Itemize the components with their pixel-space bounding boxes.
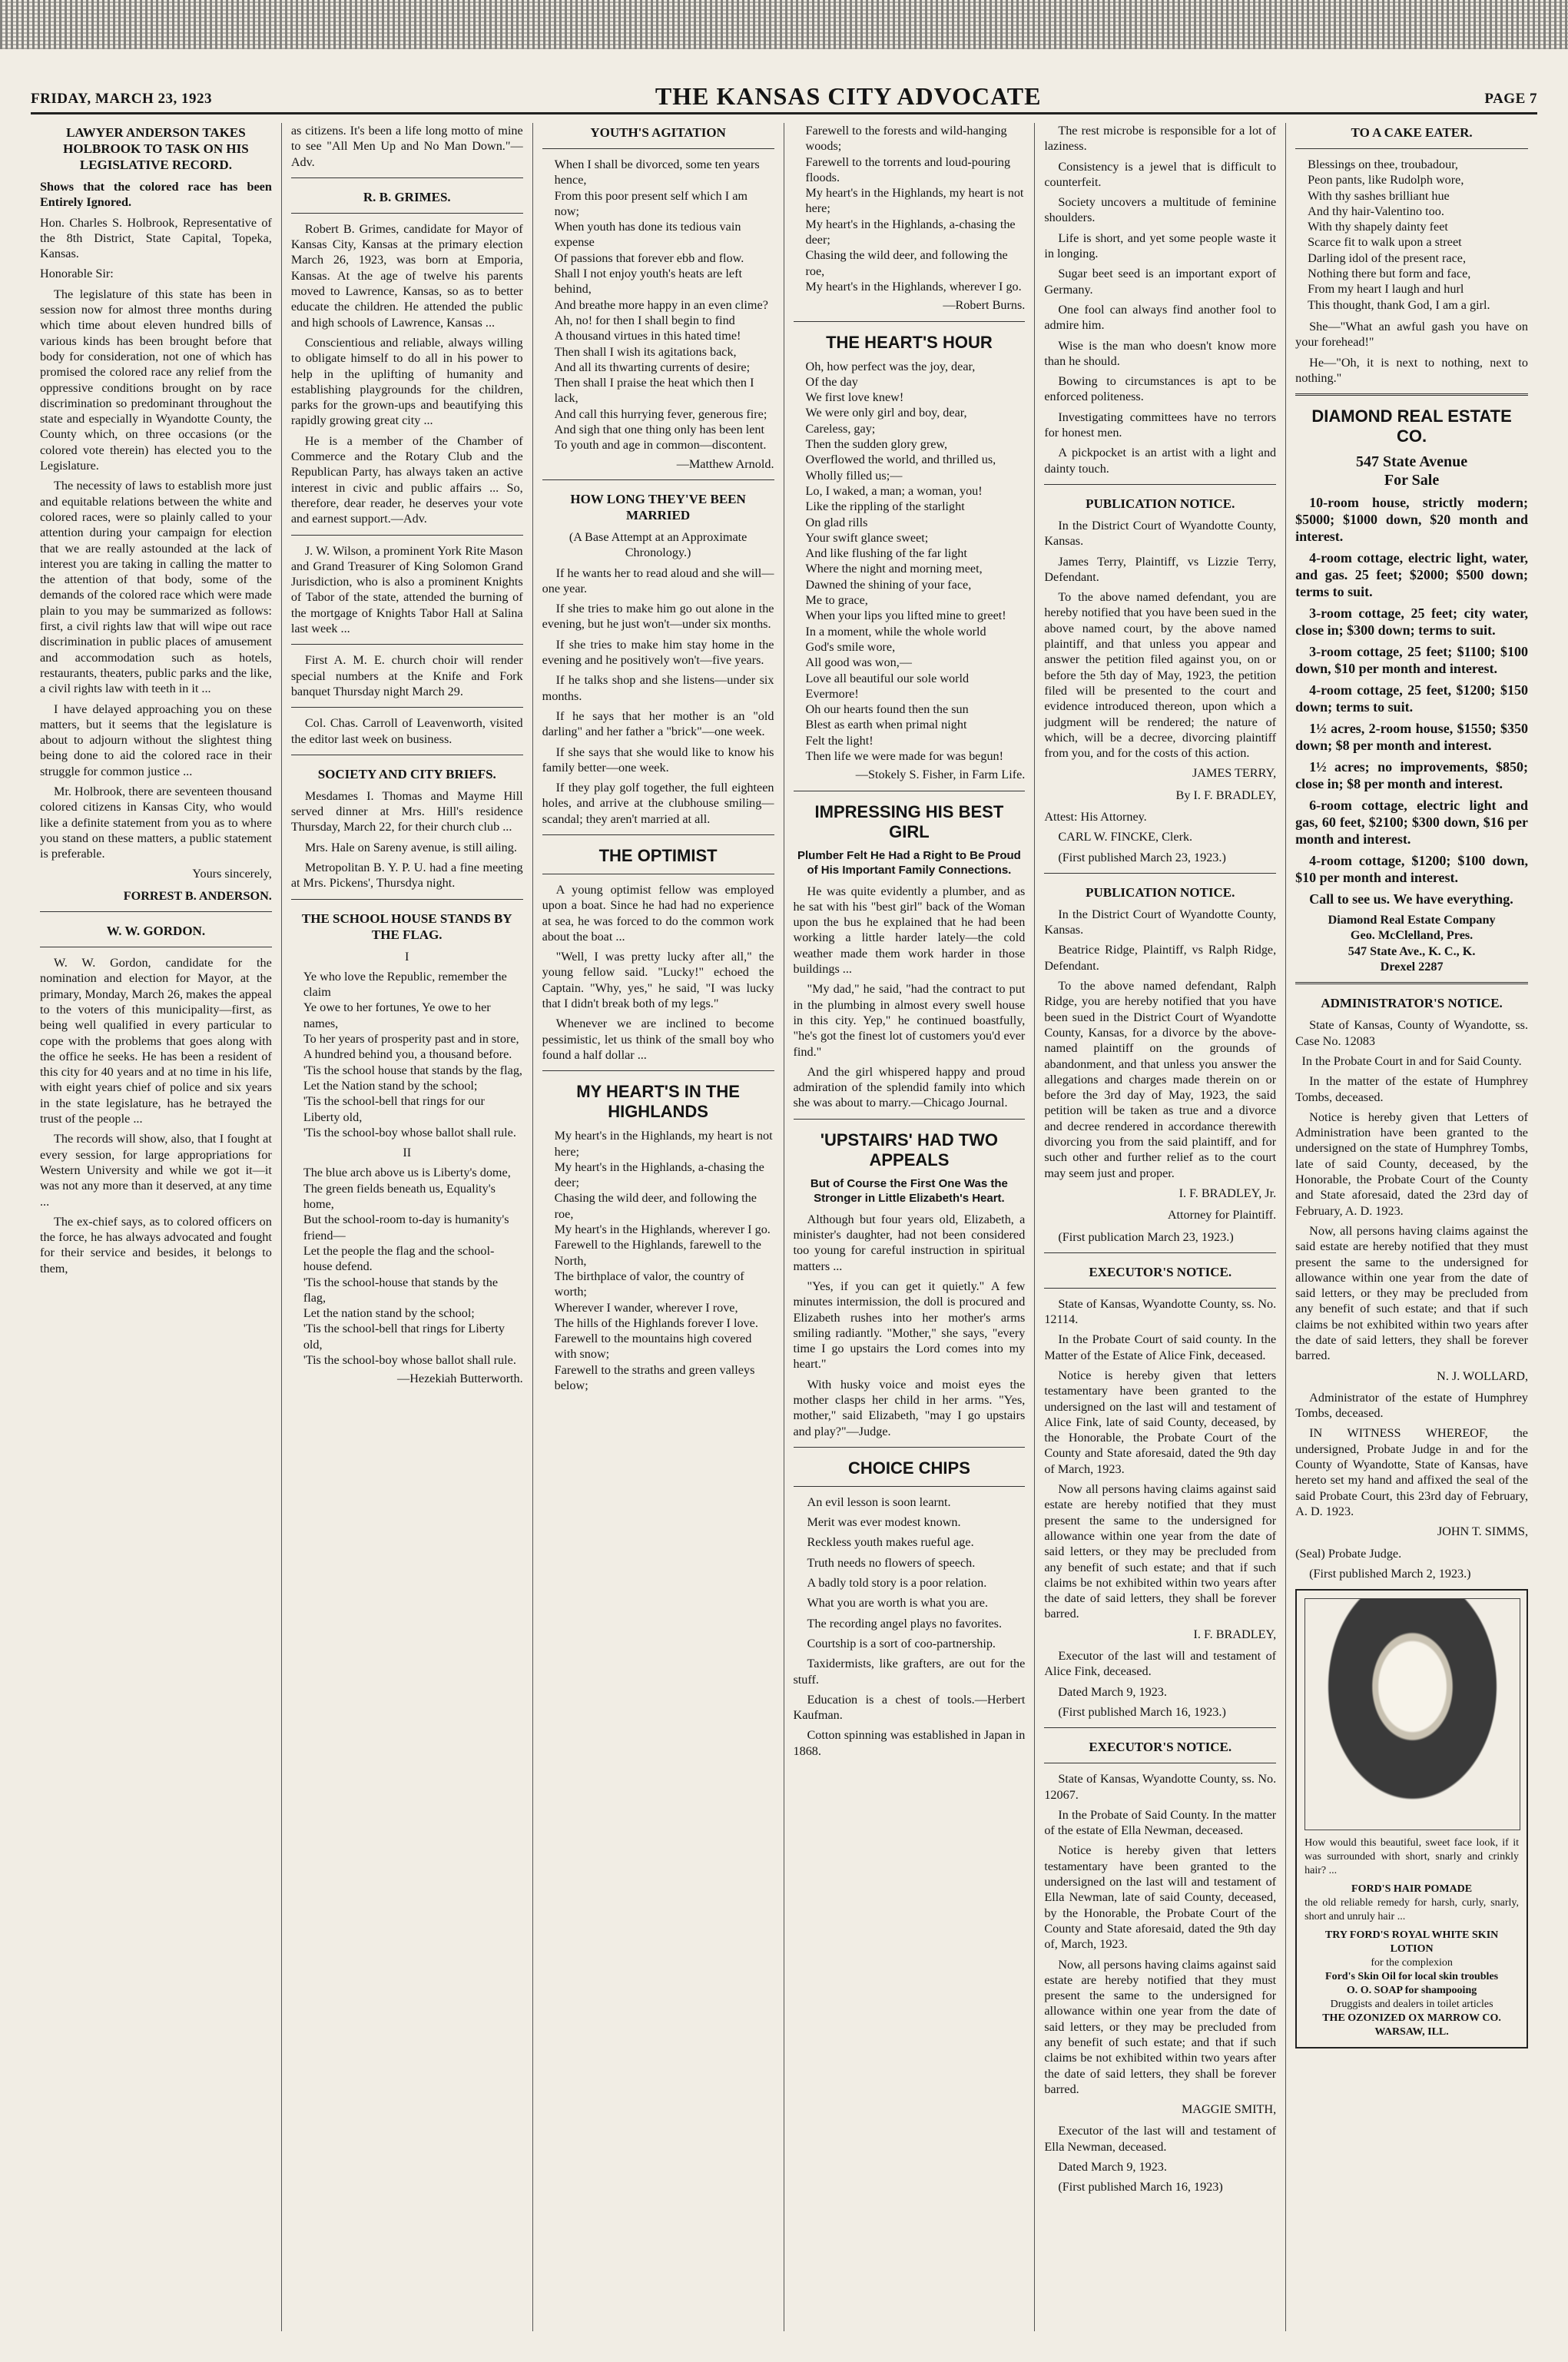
text-line: Cotton spinning was established in Japan in 1868. [793, 1728, 1026, 1758]
text-line: And like flushing of the far light [805, 546, 967, 561]
text-line: We first love knew! [805, 390, 904, 405]
diamond-address: 547 State Avenue [1355, 453, 1468, 471]
text-line: Of passions that forever ebb and flow. [554, 250, 744, 265]
text-line: Society uncovers a multitude of feminine shoulders. [1044, 195, 1277, 225]
text-line: A pickpocket is an artist with a light and dainty touch. [1044, 446, 1277, 476]
text-line: Then life we were made for was begun! [805, 748, 1004, 763]
text-line: The birthplace of valor, the country of worth; [554, 1269, 744, 1299]
notice-text: IN WITNESS WHEREOF, the undersigned, Probate Judge in and for the County of Wyandotte, State of Kansas, have hereto set my hand and affixed the seal of the said Probate Court, this 23rd day of February, A. D. 1923. [1295, 1426, 1528, 1518]
text-line: 3-room cottage, 25 feet; city water, close in; $300 down; terms to suit. [1295, 605, 1528, 639]
highlands-author: —Robert Burns. [943, 298, 1026, 313]
upstairs-paragraph: "Yes, if you can get it quietly." A few minutes intermission, the doll is procured and Elizabeth rushes into her mother's arms smiling radiantly. "Mother," she says, "every time I go upstairs the Lord comes into my heart." [793, 1279, 1026, 1372]
text-line: Ah, no! for then I shall begin to find [554, 313, 735, 327]
text-line: With thy shapely dainty feet [1308, 220, 1448, 234]
text-line: And sigh that one thing only has been lent [554, 423, 765, 437]
columns [31, 123, 1537, 2331]
text-line: Wholly filled us;— [805, 468, 903, 483]
text-line: If she says that she would like to know his family better—one week. [542, 745, 774, 775]
text-line: Consistency is a jewel that is difficult to counterfeit. [1044, 159, 1277, 189]
notice-text: Notice is hereby given that letters testamentary have been granted to the undersigned on the last will and testament of Ella Newman, late of said County, deceased, by the Honorable, the Probate Court of the County and State aforesaid, dated the 9th day of, March, 1923. [1044, 1843, 1277, 1952]
column-6 [1286, 123, 1537, 2331]
text-line: Life is short, and yet some people waste it in longing. [1044, 231, 1277, 261]
ad-text: How would this beautiful, sweet face look, if it was surrounded with short, snarly and crinkly hair? ... [1304, 1837, 1519, 1877]
ad-brand: FORD'S HAIR POMADE [1351, 1883, 1473, 1896]
divider [291, 177, 523, 178]
text-line: Taxidermists, like grafters, are out for the stuff. [793, 1657, 1026, 1687]
text-line: 6-room cottage, electric light and gas, 60 feet, $2100; $300 down, $16 per month and interest. [1295, 798, 1528, 848]
page-number: PAGE 7 [1484, 91, 1537, 107]
text-line: If she tries to make him go out alone in the evening, but he just won't—under six months. [542, 602, 774, 632]
text-line: This thought, thank God, I am a girl. [1308, 297, 1490, 312]
grimes-headline: R. B. GRIMES. [363, 189, 451, 204]
diamond-phone: Drexel 2287 [1380, 960, 1444, 974]
highlands-headline: MY HEART'S IN THE HIGHLANDS [576, 1082, 740, 1122]
text-line: Truth needs no flowers of speech. [807, 1555, 976, 1570]
divider [1295, 148, 1528, 149]
text-line: Courtship is a sort of coo-partnership. [807, 1636, 996, 1650]
notice-role: Administrator of the estate of Humphrey Tombs, deceased. [1295, 1390, 1528, 1421]
divider [1044, 1252, 1276, 1253]
notice-dated: Dated March 9, 1923. [1058, 2160, 1167, 2175]
text-line: But the school-room to-day is humanity's friend— [303, 1213, 509, 1242]
text-line: To her years of prosperity past and in store, [303, 1032, 519, 1047]
text-line: If he wants her to read aloud and she will—one year. [542, 566, 774, 595]
text-line: Chasing the wild deer, and following the roe, [554, 1191, 757, 1221]
notice-text: Now, all persons having claims against said estate are hereby notified that they must present the same to the undersigned for allowance within one year from the date of said letters, or they may be precluded from any benefit of such estate; and that if such claims be not exhibited within two years after the date of said letters, they shall be forever barred. [1044, 1957, 1277, 2096]
column-4 [784, 123, 1036, 2331]
society-paragraph: Mesdames I. Thomas and Mayme Hill served dinner at Mrs. Hill's residence Thursday, March 22, for their church club ... [290, 788, 523, 834]
text-line: 'Tis the school-bell that rings for Liberty old, [303, 1322, 506, 1352]
text-line: 3-room cottage, 25 feet; $1100; $100 down, $10 per month and interest. [1295, 644, 1528, 677]
anderson-salutation: Honorable Sir: [40, 267, 114, 281]
notice-text: To the above named defendant, you are hereby notified that you have been sued in the above named court, by the above named plaintiff, and that unless you appear and answer the petition filed against you, on or before the 5th day of May, 1923, the petition filed will be presented to the court and evidence introduced thereon, upon which a judgment will be rendered; the nature of which, will be a decree, divorcing plaintiff from you, and for the costs of this action. [1044, 590, 1277, 761]
epigram-list [1044, 123, 1276, 476]
joke-line: She—"What an awful gash you have on your forehead!" [1295, 319, 1528, 350]
ad-footer: THE OZONIZED OX MARROW CO. WARSAW, ILL. [1322, 2012, 1501, 2039]
notice-text: Notice is hereby given that letters testamentary have been granted to the undersigned on the last will and testament of Alice Fink, late of said County, deceased, by the Honorable, the Probate Court of the County and State aforesaid, dated the 9th day of March, 1923. [1044, 1368, 1277, 1476]
text-line: Then shall I praise the heat which then I lack, [554, 376, 754, 406]
society-headline: SOCIETY AND CITY BRIEFS. [317, 766, 496, 781]
hearts-hour-author: —Stokely S. Fisher, in Farm Life. [855, 768, 1026, 782]
notice-first-published: (First published March 16, 1923.) [1058, 1704, 1226, 1719]
notice-text: Notice is hereby given that Letters of Administration have been granted to the undersigned on the state of Humphrey Tombs, late of said County, deceased, by the Honorable, the Probate Court of the County and State aforesaid, dated the 23rd day of February, A. D. 1923. [1295, 1110, 1528, 1218]
divider [1044, 1727, 1276, 1728]
married-subhead: (A Base Attempt at an Approximate Chronology.) [569, 529, 748, 560]
schoolhouse-headline: THE SCHOOL HOUSE STANDS BY THE FLAG. [301, 911, 512, 942]
ad-text: for the complexion [1371, 1957, 1453, 1969]
text-line: The hills of the Highlands forever I love. [554, 1315, 758, 1330]
divider [794, 321, 1026, 322]
text-line: Me to grace, [805, 593, 868, 608]
hearts-hour-headline: THE HEART'S HOUR [826, 332, 993, 352]
divider [794, 1447, 1026, 1448]
notice-text: To the above named defendant, Ralph Ridge, you are hereby notified that you have been sued in the District Court of Wyandotte County, Kansas, for a divorce by the above-named plaintiff on the grounds of abandonment, and that unless you answer the allegations and charges made therein on or before the 3rd day of May, 1923, the said petition will be taken as true and a divorce and decree rendered in accordance therewith divorcing you from the said plaintiff, and for such other and further relief as to the court may seem just and proper. [1044, 979, 1277, 1180]
anderson-headline: LAWYER ANDERSON TAKES HOLBROOK TO TASK ON HIS LEGISLATIVE RECORD. [63, 125, 249, 172]
anderson-address: Hon. Charles S. Holbrook, Representative of the 8th District, State Capital, Topeka, Kansas. [40, 215, 272, 261]
text-line: And thy hair-Valentino too. [1308, 204, 1444, 218]
text-line: When youth has done its tedious vain expense [554, 220, 741, 250]
text-line: Felt the light! [805, 733, 874, 748]
column-5 [1035, 123, 1286, 2331]
text-line: Oh our hearts found then the sun [805, 702, 969, 717]
upstairs-paragraph: With husky voice and moist eyes the mother clasps her child in her arms. "Yes, mother," said Elizabeth, "may I go upstairs and play?"—Judge. [793, 1377, 1026, 1438]
gordon-paragraph: W. W. Gordon, candidate for the nomination and election for Mayor, at the primary, Monday, March 26, makes the appeal to the voters of this municipality—first, as being well qualified in every particular to cope with the problems that goes along with the office he seeks. He has been a resident of this city for 40 years and at no time in his life, with eight years chief of police and six years in the state legislature, has he betrayed the trust of the people ... [40, 956, 272, 1126]
text-line: To youth and age in common—discontent. [554, 438, 767, 453]
text-line: 4-room cottage, $1200; $100 down, $10 per month and interest. [1295, 853, 1528, 886]
text-line: My heart's in the Highlands, wherever I go. [805, 279, 1022, 294]
anderson-paragraph: Mr. Holbrook, there are seventeen thousand colored citizens in Kansas City, who would like a definite statement from you as to where you stand on these matters, a public statement is preferable. [40, 784, 272, 861]
divider [542, 148, 774, 149]
divider [542, 479, 774, 480]
text-line: Peon pants, like Rudolph wore, [1308, 173, 1464, 187]
text-line: Investigating committees have no terrors for honest men. [1044, 410, 1277, 440]
text-line: Farewell to the mountains high covered with snow; [554, 1332, 752, 1362]
masthead [31, 81, 1537, 114]
text-line: Farewell to the Highlands, farewell to the North, [554, 1238, 761, 1268]
text-line: The recording angel plays no favorites. [807, 1616, 1003, 1631]
joke-line: He—"Oh, it is next to nothing, next to nothing." [1295, 355, 1528, 385]
text-line: In a moment, while the whole world [805, 624, 986, 639]
notice-signature: N. J. WOLLARD, [1437, 1368, 1528, 1383]
text-line: Farewell to the torrents and loud-pouring floods. [805, 154, 1011, 184]
text-line: My heart's in the Highlands, my heart is not here; [554, 1129, 773, 1159]
anderson-subhead: Shows that the colored race has been Entirely Ignored. [40, 180, 272, 210]
text-line: The rest microbe is responsible for a lot of laziness. [1044, 124, 1277, 154]
column-2 [282, 123, 533, 2331]
plumber-paragraph: He was quite evidently a plumber, and as he sat with his "best girl" back of the Woman upon the bus he explained that he had been working a little harder lately—the cold weather made them work harder in those buildings ... [793, 884, 1026, 977]
text-line: Your swift glance sweet; [805, 530, 929, 545]
plumber-paragraph: And the girl whispered happy and proud admiration of the splendid family into which she was about to marry.—Chicago Journal. [793, 1064, 1026, 1110]
text-line: Ye who love the Republic, remember the claim [303, 969, 507, 1000]
cake-eater-headline: TO A CAKE EATER. [1351, 125, 1473, 140]
agitation-poem [542, 157, 774, 453]
text-line: The green fields beneath us, Equality's home, [303, 1181, 496, 1212]
text-line: 'Tis the school-bell that rings for our Liberty old, [303, 1094, 485, 1124]
optimist-paragraph: Whenever we are inclined to become pessimistic, let us think of the small boy who found a half dollar ... [542, 1017, 774, 1062]
diamond-call: Call to see us. We have everything. [1309, 891, 1513, 907]
text-line: Careless, gay; [805, 421, 876, 436]
ad-brand: TRY FORD'S ROYAL WHITE SKIN LOTION [1324, 1929, 1499, 1956]
text-line: Reckless youth makes rueful age. [807, 1535, 974, 1550]
society-paragraph: Mrs. Hale on Sareny avenue, is still ailing. [304, 840, 517, 854]
notice-text: In the Probate Court of said county. In the Matter of the Estate of Alice Fink, deceased. [1044, 1332, 1277, 1362]
text-line: If he says that her mother is an "old darling" and her father a "brick"—one week. [542, 708, 774, 739]
text-line: 'Tis the school-boy whose ballot shall rule. [303, 1125, 516, 1140]
notice-signature: By I. F. BRADLEY, [1175, 788, 1277, 802]
notice-text: In the District Court of Wyandotte County, Kansas. [1044, 907, 1277, 937]
text-line: Darling idol of the present race, [1308, 250, 1467, 265]
text-line: Then the sudden glory grew, [805, 437, 948, 452]
schoolhouse-author: —Hezekiah Butterworth. [397, 1372, 523, 1386]
anderson-signature: FORREST B. ANDERSON. [123, 888, 272, 903]
notice-signature: Attorney for Plaintiff. [1167, 1208, 1277, 1222]
publication-notice-2-headline: PUBLICATION NOTICE. [1086, 884, 1235, 900]
text-line: Love all beautiful our sole world [805, 671, 970, 685]
text-line: When I shall be divorced, some ten years hence, [554, 158, 760, 187]
notice-attest: Attest: His Attorney. [1044, 809, 1147, 824]
society-paragraph: Metropolitan B. Y. P. U. had a fine meeting at Mrs. Pickens', Thursdya night. [290, 860, 523, 891]
ad-brand: Ford's Skin Oil for local skin troubles [1325, 1971, 1499, 1983]
notice-signature: I. F. BRADLEY, [1193, 1627, 1277, 1641]
column-3 [533, 123, 784, 2331]
text-line: With thy sashes brilliant hue [1308, 188, 1450, 203]
text-line: Farewell to the straths and green valleys below; [554, 1362, 755, 1392]
notice-signature: I. F. BRADLEY, Jr. [1178, 1186, 1277, 1200]
divider [1044, 1288, 1276, 1289]
schoolhouse-stanza-1 [291, 969, 523, 1140]
text-line: From this poor present self which I am now; [554, 188, 748, 218]
text-line: Blessings on thee, troubadour, [1308, 158, 1458, 171]
ad-brand: O. O. SOAP for shampooing [1346, 1985, 1477, 1997]
text-line: If they play golf together, the full eighteen holes, and arrive at the clubhouse smiling—scandal; they aren't married at all. [542, 781, 774, 826]
text-line: All good was won,— [805, 655, 912, 670]
plumber-headline: IMPRESSING HIS BEST GIRL [814, 801, 1004, 841]
text-line: 1½ acres, 2-room house, $1550; $350 down; $8 per month and interest. [1295, 721, 1528, 754]
notice-text: In the District Court of Wyandotte County, Kansas. [1044, 518, 1277, 549]
text-line: Let the people the flag and the school-house defend. [303, 1243, 495, 1274]
upstairs-paragraph: Although but four years old, Elizabeth, a minister's daughter, had not been considered too young for careful instruction in spiritual matters ... [793, 1212, 1026, 1273]
diamond-for-sale: For Sale [1384, 472, 1440, 489]
divider [40, 911, 272, 912]
text-line: Like the rippling of the starlight [805, 499, 965, 514]
text-line: 4-room cottage, 25 feet, $1200; $150 down; terms to suit. [1295, 682, 1528, 715]
text-line: Sugar beet seed is an important export of Germany. [1044, 267, 1277, 297]
upstairs-subhead: But of Course the First One Was the Stronger in Little Elizabeth's Heart. [810, 1176, 1008, 1205]
text-line: Ye owe to her fortunes, Ye owe to her names, [303, 1000, 491, 1030]
text-line: And breathe more happy in an even clime? [554, 297, 768, 312]
column-1 [31, 123, 282, 2331]
woman-portrait-image [1304, 1598, 1520, 1830]
plumber-subhead: Plumber Felt He Had a Right to Be Proud of His Important Family Connections. [797, 848, 1021, 877]
diamond-headline: DIAMOND REAL ESTATE CO. [1311, 406, 1512, 446]
text-line: And all its thwarting currents of desire; [554, 360, 751, 374]
notice-dated: Dated March 9, 1923. [1058, 1684, 1167, 1699]
text-line: What you are worth is what you are. [807, 1596, 989, 1611]
notice-first-published: (First publication March 23, 1923.) [1058, 1229, 1234, 1244]
cake-eater-poem [1295, 157, 1528, 313]
text-line: Dawned the shining of your face, [805, 577, 972, 592]
ad-text: Druggists and dealers in toilet articles [1330, 1999, 1493, 2011]
gordon-continued: as citizens. It's been a life long motto of mine to see "All Men Up and No Man Down."—Adv. [290, 124, 523, 169]
divider [542, 834, 774, 835]
schoolhouse-stanza-2 [291, 1165, 523, 1368]
judge-signature: JOHN T. SIMMS, [1437, 1524, 1528, 1539]
notice-text: In the matter of the estate of Humphrey Tombs, deceased. [1295, 1074, 1528, 1104]
publication-notice-1-headline: PUBLICATION NOTICE. [1086, 496, 1235, 511]
issue-date: FRIDAY, MARCH 23, 1923 [31, 91, 213, 107]
executors-notice-2-headline: EXECUTOR'S NOTICE. [1089, 1740, 1232, 1755]
text-line: My heart's in the Highlands, a-chasing the deer; [554, 1159, 764, 1190]
anderson-paragraph: The necessity of laws to establish more just and equitable relations between the white and colored races, were so plainly called to your attention during your campaign for election that we are really astounded at the lack of interest you are taking in calling the matter to the attention of that body, some of the demands of the colored race which were made plain to you may be summarized as follows: first, a civil rights law that will wipe out race discrimination in public places of amusement and accommodation such as hotels, restaurants, theaters, public parks and the like, a civil rights law with teeth in it ... [40, 479, 272, 696]
text-line: My heart's in the Highlands, wherever I go. [554, 1222, 771, 1237]
text-line: An evil lesson is soon learnt. [807, 1494, 951, 1509]
divider [291, 707, 523, 708]
divider [1044, 484, 1276, 485]
administrators-notice-headline: ADMINISTRATOR'S NOTICE. [1321, 996, 1503, 1011]
diamond-company: Diamond Real Estate Company [1328, 913, 1496, 927]
text-line: From my heart I laugh and hurl [1308, 282, 1464, 297]
poem-part-number: I [405, 949, 409, 964]
notice-signature: MAGGIE SMITH, [1181, 2102, 1277, 2117]
text-line: On glad rills [805, 515, 868, 529]
text-line: Chasing the wild deer, and following the roe, [805, 248, 1008, 278]
highlands-poem-continued [794, 123, 1026, 294]
executors-notice-1-headline: EXECUTOR'S NOTICE. [1089, 1264, 1232, 1279]
text-line: And call this hurrying fever, generous fire; [554, 406, 767, 421]
text-line: 4-room cottage, electric light, water, and gas. 25 feet; $2000; $500 down; terms to suit. [1295, 550, 1528, 600]
notice-signature: JAMES TERRY, [1192, 766, 1277, 781]
gordon-paragraph: The records will show, also, that I fought at every session, for large appropriations for Western University and while we got it—it was not any more than it deserved, at any time ... [40, 1132, 272, 1209]
divider [291, 899, 523, 900]
text-line: 10-room house, strictly modern; $5000; $1000 down, $20 month and interest. [1295, 495, 1528, 545]
notice-clerk: CARL W. FINCKE, Clerk. [1058, 830, 1193, 844]
grimes-paragraph: He is a member of the Chamber of Commerce and the Rotary Club and the Republican Party, has always taken an active interest in civic and public affairs ... So, therefore, dear reader, he deserves your vote and earnest support.—Adv. [290, 433, 523, 526]
text-line: Wherever I wander, wherever I rove, [554, 1300, 738, 1315]
diamond-listings [1295, 494, 1528, 886]
text-line: Where the night and morning meet, [805, 562, 983, 576]
notice-text: In the Probate Court in and for Said County. [1301, 1053, 1522, 1068]
text-line: Scarce fit to walk upon a street [1308, 235, 1462, 250]
hearts-hour-poem [794, 359, 1026, 765]
text-line: The blue arch above us is Liberty's dome, [303, 1166, 511, 1180]
text-line: We were only girl and boy, dear, [805, 406, 967, 420]
text-line: God's smile wore, [805, 639, 896, 654]
highlands-poem [542, 1128, 774, 1393]
divider [794, 1119, 1026, 1120]
text-line: Farewell to the forests and wild-hanging woods; [805, 124, 1007, 154]
text-line: A hundred behind you, a thousand before. [303, 1047, 512, 1062]
optimist-paragraph: "Well, I was pretty lucky after all," the young fellow said. "Lucky!" echoed the Captain. "Why, yes," he said, "I was lucky that I didn't break both of my legs." [542, 950, 774, 1011]
divider [1295, 982, 1528, 984]
text-line: My heart's in the Highlands, my heart is not here; [805, 186, 1024, 216]
divider [1295, 393, 1528, 396]
married-list [542, 566, 774, 827]
ad-text: the old reliable remedy for harsh, curly, snarly, short and unruly hair ... [1304, 1897, 1519, 1923]
wilson-paragraph: J. W. Wilson, a prominent York Rite Mason and Grand Treasurer of King Solomon Grand Jurisdiction, who is also a prominent Knights of Tabor of the state, attended the burning of the mortgage of Knights Tabor Hall at Salina last week ... [290, 543, 523, 636]
text-line: 'Tis the school-house that stands by the flag, [303, 1275, 499, 1305]
text-line: Education is a chest of tools.—Herbert Kaufman. [793, 1692, 1026, 1723]
anderson-paragraph: I have delayed approaching you on these matters, but it seems that the legislature is about to adjourn without the slightest thing being done to aid the colored race in their struggle for common justice ... [40, 702, 272, 778]
ame-paragraph: First A. M. E. church choir will render special numbers at the Knife and Fork banquet Thursday night March 29. [290, 653, 523, 698]
text-line: Blest as earth when primal night [805, 718, 967, 732]
text-line: A thousand virtues in this hated time! [554, 329, 741, 343]
anderson-paragraph: The legislature of this state has been in session now for almost three months during which time about eleven hundred bills of various kinds has been brought before that body for consideration, not one of which has promised the colored race any relief from the oppressive conditions brought on by race discrimination so predominant throughout the state and especially in Wyandotte County, the County which, on three occasions (or the colored vote therein) has elected you to the Legislature. [40, 287, 272, 473]
divider [1044, 873, 1276, 874]
newspaper-title: THE KANSAS CITY ADVOCATE [655, 82, 1042, 110]
notice-text: In the Probate of Said County. In the matter of the estate of Ella Newman, deceased. [1044, 1807, 1277, 1838]
text-line: My heart's in the Highlands, a-chasing the deer; [805, 217, 1016, 247]
divider [291, 535, 523, 536]
text-line: Nothing there but form and face, [1308, 267, 1471, 281]
diamond-street: 547 State Ave., K. C., K. [1348, 944, 1476, 958]
gordon-headline: W. W. GORDON. [106, 924, 206, 939]
divider [542, 1070, 774, 1071]
text-line: Bowing to circumstances is apt to be enforced politeness. [1044, 374, 1277, 404]
upstairs-headline: 'UPSTAIRS' HAD TWO APPEALS [820, 1130, 999, 1169]
notice-role: Executor of the last will and testament of Alice Fink, deceased. [1044, 1649, 1277, 1679]
notice-text: State of Kansas, Wyandotte County, ss. No. 12114. [1044, 1296, 1277, 1327]
text-line: Wise is the man who doesn't know more than he should. [1044, 338, 1277, 368]
diamond-president: Geo. McClelland, Pres. [1350, 928, 1474, 943]
text-line: 1½ acres; no improvements, $850; close in; $8 per month and interest. [1295, 759, 1528, 792]
poem-part-number: II [403, 1146, 412, 1160]
grimes-paragraph: Conscientious and reliable, always willing to obligate himself to do all in his power to help in the uplifting of humanity and establishing playgrounds for the children, parks for the grown-ups and beautifying this rapidly growing great city ... [290, 335, 523, 428]
text-line: Overflowed the world, and thrilled us, [805, 453, 996, 467]
notice-text: James Terry, Plaintiff, vs Lizzie Terry, Defendant. [1044, 554, 1277, 584]
divider [291, 213, 523, 214]
text-line: 'Tis the school house that stands by the flag, [303, 1063, 522, 1077]
notice-first-published: (First published March 16, 1923) [1058, 2180, 1223, 2194]
text-line: Merit was ever modest known. [807, 1515, 961, 1530]
notice-first-published: (First published March 23, 1923.) [1058, 850, 1226, 864]
notice-text: Beatrice Ridge, Plaintiff, vs Ralph Ridge, Defendant. [1044, 943, 1277, 973]
text-line: Let the Nation stand by the school; [303, 1078, 478, 1093]
divider [291, 644, 523, 645]
text-line: 'Tis the school-boy whose ballot shall rule. [303, 1353, 516, 1367]
agitation-author: —Matthew Arnold. [676, 456, 774, 471]
text-line: Evermore! [805, 686, 859, 701]
married-headline: HOW LONG THEY'VE BEEN MARRIED [570, 491, 746, 522]
grimes-paragraph: Robert B. Grimes, candidate for Mayor of Kansas City, Kansas at the primary election March 26, 1923, was born at Emporia, Kansas. At the age of twelve his parents moved to Lawrence, Kansas, so as to better educate the children. He attended the public and high schools of Lawrence, Kansas ... [290, 221, 523, 330]
text-line: Oh, how perfect was the joy, dear, [805, 359, 976, 373]
text-line: If he talks shop and she listens—under six months. [542, 673, 774, 703]
text-line: Lo, I waked, a man; a woman, you! [805, 483, 983, 498]
notice-text: Now, all persons having claims against the said estate are hereby notified that they must present the same to the undersigned for allowance within one year from the date of said letters, or they may be precluded from any benefit of such estate; and that if such claims be not exhibited within two years after the date of said letters, they shall be forever barred. [1295, 1223, 1528, 1363]
notice-text: Now all persons having claims against said estate are hereby notified that they must present the same to the undersigned for allowance within one year from the date of said letters, or they may be precluded from any benefit of such estate; and that if such claims be not exhibited within two years after the date of said letters, they shall be forever barred. [1044, 1482, 1277, 1621]
text-line: Let the nation stand by the school; [303, 1306, 475, 1321]
optimist-paragraph: A young optimist fellow was employed upon a boat. Since he had had no experience at sea, he was forced to do the common work about the boat ... [542, 882, 774, 944]
notice-text: State of Kansas, Wyandotte County, ss. No. 12067. [1044, 1772, 1277, 1802]
text-line: Of the day [805, 374, 858, 389]
notice-text: State of Kansas, County of Wyandotte, ss. Case No. 12083 [1295, 1018, 1528, 1048]
text-line: Then shall I wish its agitations back, [554, 344, 737, 359]
carroll-paragraph: Col. Chas. Carroll of Leavenworth, visited the editor last week on business. [290, 716, 523, 746]
choice-chips-list [794, 1494, 1026, 1759]
text-line: If she tries to make him stay home in the evening and he positively won't—five years. [542, 637, 774, 668]
text-line: A badly told story is a poor relation. [807, 1576, 987, 1591]
text-line: Shall I not enjoy youth's heats are left behind, [554, 267, 742, 297]
optimist-headline: THE OPTIMIST [598, 845, 718, 865]
notice-role: Executor of the last will and testament of Ella Newman, deceased. [1044, 2124, 1277, 2154]
plumber-paragraph: "My dad," he said, "had the contract to put in the plumbing in almost every swell house in this city. Yep," he continued boastfully, "he's got the finest lot of customers you'd ever find." [793, 982, 1026, 1059]
gordon-paragraph: The ex-chief says, as to colored officers on the force, he has always advocated and fought for their service and besides, it belongs to them, [40, 1214, 272, 1276]
agitation-headline: YOUTH'S AGITATION [590, 125, 726, 140]
anderson-closing: Yours sincerely, [192, 867, 272, 881]
text-line: One fool can always find another fool to admire him. [1044, 302, 1277, 333]
notice-first-published: (First published March 2, 1923.) [1309, 1566, 1471, 1581]
choice-chips-headline: CHOICE CHIPS [847, 1458, 970, 1478]
torn-top-edge [0, 0, 1568, 49]
divider [794, 1486, 1026, 1487]
ford-hair-advertisement [1295, 1589, 1528, 2049]
judge-seal: (Seal) Probate Judge. [1295, 1546, 1402, 1561]
text-line: When your lips you lifted mine to greet! [805, 609, 1006, 623]
